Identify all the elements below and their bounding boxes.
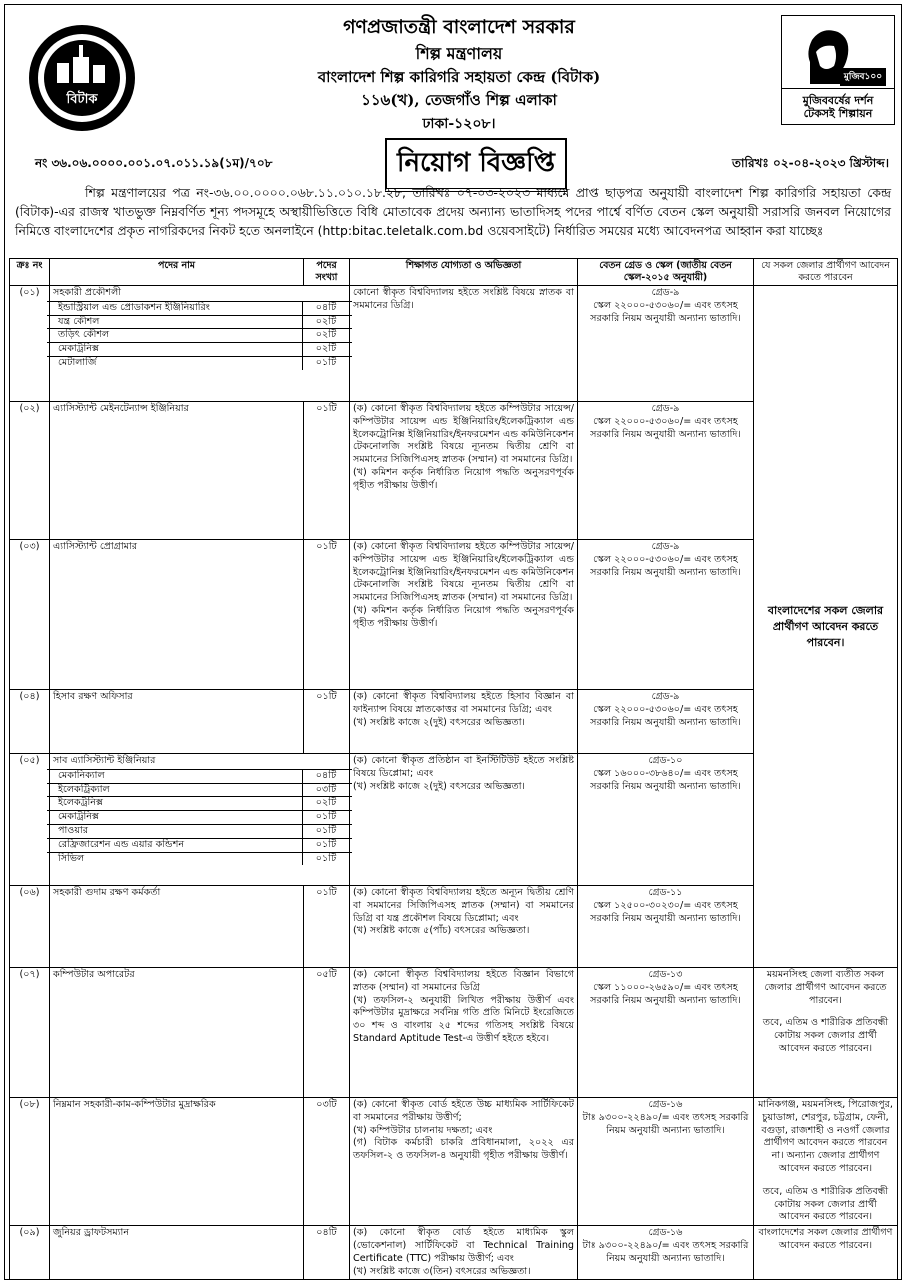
education-cell bbox=[350, 886, 578, 968]
education-line: (খ) কম্পিউটার চালনায় দক্ষতা; এবং bbox=[353, 1124, 493, 1136]
subpost-count: ০৪টি bbox=[302, 302, 349, 315]
memo-number: নং ৩৬.০৬.০০০০.০০১.০৭.০১১.১৯(১ম)/৭০৮ bbox=[35, 156, 273, 170]
org-name: বাংলাদেশ শিল্প কারিগরি সহায়তা কেন্দ্র (বিটাক) bbox=[317, 68, 601, 86]
post-count: ০৩টি bbox=[304, 1098, 350, 1226]
eligibility-cell bbox=[754, 1226, 898, 1280]
logo-caption-2: টেকসই শিল্পায়ন bbox=[803, 107, 873, 120]
education-line: (ক) কোনো স্বীকৃত বোর্ড হইতে মাধ্যমিক স্কুল (ভোকেশনাল) সার্টিফিকেট বা Technical Training Certificate (TTC) পরীক্ষায় উত্তীর্ণ; এবং bbox=[353, 1227, 574, 1264]
salary-cell bbox=[578, 540, 754, 690]
post-count: ০৫টি bbox=[304, 968, 350, 1098]
education-line: (ক) কোনো স্বীকৃত বিশ্ববিদ্যালয় হইতে হিসাব বিজ্ঞান বা ফাইন্যান্স বিষয়ে স্নাতকোত্তর বা সমমানের ডিগ্রি; এবং bbox=[353, 691, 574, 715]
subpost-name: মেকানিক্যাল bbox=[58, 769, 105, 781]
post-name: কম্পিউটার অপারেটর bbox=[50, 968, 304, 1098]
salary-grade: গ্রেড-১০ bbox=[648, 755, 683, 766]
salary-scale: স্কেল ২২০০০-৫৩০৬০/= এবং তৎসহ সরকারি নিয়ম অনুযায়ী অন্যান্য ভাতাদি। bbox=[590, 415, 741, 440]
salary-cell bbox=[578, 1226, 754, 1280]
subpost-name: ইন্ডাস্ট্রিয়াল এন্ড প্রোডাকশন ইঞ্জিনিয়ারিং bbox=[58, 301, 210, 313]
salary-grade: গ্রেড-৯ bbox=[651, 287, 680, 298]
subpost-name: ইলেকট্রনিক্স bbox=[58, 797, 104, 809]
table-row bbox=[10, 968, 898, 1098]
row-serial: (০১) bbox=[10, 286, 50, 402]
education-line: (ক) কোনো স্বীকৃত বোর্ড হইতে উচ্চ মাধ্যমিক সার্টিফিকেট বা সমমানের পরীক্ষায় উত্তীর্ণ; bbox=[353, 1099, 574, 1123]
salary-cell bbox=[578, 690, 754, 754]
education-cell bbox=[350, 286, 578, 402]
salary-grade: গ্রেড-৯ bbox=[651, 403, 680, 414]
education-cell bbox=[350, 1226, 578, 1280]
post-name: হিসাব রক্ষণ অফিসার bbox=[50, 690, 304, 754]
subpost-row bbox=[47, 342, 352, 356]
subpost-row bbox=[47, 838, 352, 852]
notice-title: নিয়োগ বিজ্ঞপ্তি bbox=[385, 138, 567, 192]
subpost-row bbox=[47, 301, 352, 315]
education-line: (ক) কোনো স্বীকৃত বিশ্ববিদ্যালয় হইতে অন্যূন দ্বিতীয় শ্রেণি বা সমমানের সিজিপিএসহ স্নাতক (সম্মান) বা সমমানের ডিগ্রি বা যন্ত্র প্রকৌশল বিষয়ে ডিপ্লোমা; এবং bbox=[353, 887, 574, 924]
education-line: (ক) কোনো স্বীকৃত বিশ্ববিদ্যালয় হইতে কম্পিউটার সায়েন্স/কম্পিউটার সায়েন্স এন্ড ইঞ্জিনিয়ারিং/ইলেকট্রিক্যাল এন্ড ইলেকট্রোনিক্স ইঞ্জিনিয়ারিং/ইনফরমেশন এন্ড কমিউনিকেশন টেকনোলজি সংশ্লিষ্ট বিষয়ে ন্যূনতম দ্বিতীয় শ্রেণি বা সমমানের সিজিপিএসহ স্নাতক (সম্মান) বা সমমানের ডিগ্রি। bbox=[353, 403, 574, 466]
subpost-count: ০১টি bbox=[302, 811, 349, 824]
education-cell bbox=[350, 968, 578, 1098]
col-header-salary: বেতন গ্রেড ও স্কেল (জাতীয় বেতন স্কেল-২০১৫ অনুযায়ী) bbox=[578, 259, 754, 286]
eligibility-all bbox=[754, 286, 898, 968]
salary-cell bbox=[578, 968, 754, 1098]
salary-scale: স্কেল ১৬০০০-৩৮৬৪০/= এবং তৎসহ সরকারি নিয়ম অনুযায়ী অন্যান্য ভাতাদি। bbox=[590, 767, 741, 792]
eligibility-line: তবে, এতিম ও শারীরিক প্রতিবন্ধী কোটায় সকল জেলার প্রার্থী আবেদন করতে পারবেন। bbox=[762, 1185, 889, 1223]
education-cell bbox=[350, 690, 578, 754]
notice-page bbox=[4, 4, 902, 1280]
post-cell bbox=[50, 286, 350, 402]
row-serial: (০৯) bbox=[10, 1226, 50, 1280]
education-line: (খ) তফসিল-২ অনুযায়ী লিখিত পরীক্ষায় উত্তীর্ণ এবং কম্পিউটার মুদ্রাক্ষরে সর্বনিম্ন গতি প্রতি মিনিটে ইংরেজিতে ৩০ শব্দ ও বাংলায় ২৫ শব্দের গতিসহ সংশ্লিষ্ট বিষয়ে Standard Aptitude Test-এ উত্তীর্ণ হইতে হইবে। bbox=[353, 994, 574, 1044]
org-address: ১১৬(খ), তেজগাঁও শিল্প এলাকা bbox=[361, 91, 557, 109]
subpost-row bbox=[47, 315, 352, 329]
subpost-count: ০১টি bbox=[302, 853, 349, 866]
subpost-count: ০৪টি bbox=[302, 770, 349, 783]
bitac-logo bbox=[27, 23, 137, 133]
salary-cell bbox=[578, 886, 754, 968]
subpost-count: ০১টি bbox=[302, 825, 349, 838]
salary-grade: গ্রেড-১৩ bbox=[648, 969, 683, 980]
post-count: ০১টি bbox=[304, 402, 350, 540]
row-serial: (০৪) bbox=[10, 690, 50, 754]
brand-text: মুজিব১০০ bbox=[840, 68, 886, 86]
post-name: এ্যাসিস্ট্যান্ট প্রোগ্রামার bbox=[50, 540, 304, 690]
subpost-count: ০২টি bbox=[302, 329, 349, 342]
subpost-row bbox=[47, 783, 352, 797]
subpost-count: ০১টি bbox=[302, 357, 349, 370]
salary-scale: স্কেল ১২৫০০-৩০২৩০/= এবং তৎসহ সরকারি নিয়ম অনুযায়ী অন্যান্য ভাতাদি। bbox=[590, 899, 741, 924]
col-header-edu: শিক্ষাগত যোগ্যতা ও অভিজ্ঞতা bbox=[350, 259, 578, 286]
education-line: (খ) সংশ্লিষ্ট কাজে ৫(পাঁচ) বৎসরের অভিজ্ঞতা। bbox=[353, 925, 530, 937]
eligibility-line: বাংলাদেশের সকল জেলার প্রার্থীগণ আবেদন করতে পারবেন। bbox=[758, 1227, 893, 1251]
post-name: নিম্নমান সহকারী-কাম-কম্পিউটার মুদ্রাক্ষরিক bbox=[50, 1098, 304, 1226]
post-count: ০৪টি bbox=[304, 1226, 350, 1280]
subpost-row bbox=[47, 796, 352, 810]
education-line: (ক) কোনো স্বীকৃত বিশ্ববিদ্যালয় হইতে বিজ্ঞান বিভাগে স্নাতক (সম্মান) বা সমমানের ডিগ্রি bbox=[353, 969, 574, 993]
post-count: ০১টি bbox=[304, 886, 350, 968]
post-name: সহকারী গুদাম রক্ষণ কর্মকর্তা bbox=[50, 886, 304, 968]
salary-cell bbox=[578, 402, 754, 540]
subpost-row bbox=[47, 810, 352, 824]
salary-cell bbox=[578, 1098, 754, 1226]
subpost-row bbox=[47, 824, 352, 838]
education-line: (খ) কমিশন কর্তৃক নির্ধারিত নিয়োগ পদ্ধতি অনুসরণপূর্বক গৃহীত পরীক্ষায় উত্তীর্ণ। bbox=[353, 604, 574, 629]
subpost-row bbox=[47, 356, 352, 370]
row-serial: (০৮) bbox=[10, 1098, 50, 1226]
salary-scale: স্কেল ২২০০০-৫৩০৬০/= এবং তৎসহ সরকারি নিয়ম অনুযায়ী অন্যান্য ভাতাদি। bbox=[590, 299, 741, 324]
table-row bbox=[10, 1098, 898, 1226]
row-serial: (০২) bbox=[10, 402, 50, 540]
col-header-sl: ক্রঃ নং bbox=[10, 259, 50, 286]
education-line: (খ) কমিশন কর্তৃক নির্ধারিত নিয়োগ পদ্ধতি অনুসরণপূর্বক গৃহীত পরীক্ষায় উত্তীর্ণ। bbox=[353, 466, 574, 491]
post-name: সাব এ্যাসিস্ট্যান্ট ইঞ্জিনিয়ার bbox=[53, 755, 156, 766]
eligibility-cell bbox=[754, 968, 898, 1098]
col-header-post: পদের নাম bbox=[50, 259, 304, 286]
salary-grade: গ্রেড-১১ bbox=[648, 887, 683, 898]
subpost-count: ০২টি bbox=[302, 797, 349, 810]
org-city: ঢাকা-১২০৮। bbox=[422, 116, 496, 132]
subpost-name: ইলেকট্রিক্যাল bbox=[58, 783, 110, 795]
subpost-name: যন্ত্র কৌশল bbox=[58, 315, 100, 327]
salary-scale: টাঃ ৯৩০০-২২৪৯০/= এবং তৎসহ সরকারি নিয়ম অনুযায়ী অন্যান্য ভাতাদি। bbox=[582, 1239, 749, 1264]
education-cell bbox=[350, 754, 578, 886]
subpost-row bbox=[47, 769, 352, 783]
salary-scale: টাঃ ৯৩০০-২২৪৯০/= এবং তৎসহ সরকারি নিয়ম অনুযায়ী অন্যান্য ভাতাদি। bbox=[582, 1111, 749, 1136]
salary-grade: গ্রেড-৯ bbox=[651, 691, 680, 702]
ministry-name: শিল্প মন্ত্রণালয় bbox=[415, 44, 503, 63]
salary-cell bbox=[578, 286, 754, 402]
row-serial: (০৭) bbox=[10, 968, 50, 1098]
salary-grade: গ্রেড-১৬ bbox=[648, 1227, 683, 1239]
subpost-name: মেকাট্রনিক্স bbox=[58, 343, 100, 355]
education-cell bbox=[350, 402, 578, 540]
col-header-eligible: যে সকল জেলার প্রার্থীগণ আবেদন করতে পারবেন bbox=[754, 259, 898, 286]
subpost-count: ০৩টি bbox=[302, 784, 349, 797]
subpost-row bbox=[47, 328, 352, 342]
govt-name: গণপ্রজাতন্ত্রী বাংলাদেশ সরকার bbox=[343, 16, 575, 38]
vacancy-table bbox=[9, 258, 898, 1280]
eligibility-all-text: বাংলাদেশের সকল জেলার প্রার্থীগণ আবেদন করতে পারবেন। bbox=[767, 603, 884, 649]
salary-scale: স্কেল ২২০০০-৫৩০৬০/= এবং তৎসহ সরকারি নিয়ম অনুযায়ী অন্যান্য ভাতাদি। bbox=[590, 703, 741, 728]
subpost-count: ০২টি bbox=[302, 343, 349, 356]
post-count: ০১টি bbox=[304, 540, 350, 690]
subpost-count: ০২টি bbox=[302, 316, 349, 329]
table-header-row bbox=[10, 259, 898, 286]
salary-scale: স্কেল ২২০০০-৫৩০৬০/= এবং তৎসহ সরকারি নিয়ম অনুযায়ী অন্যান্য ভাতাদি। bbox=[590, 553, 741, 578]
eligibility-cell bbox=[754, 1098, 898, 1226]
row-serial: (০৫) bbox=[10, 754, 50, 886]
education-line: (ক) কোনো স্বীকৃত প্রতিষ্ঠান বা ইনস্টিটিউট হইতে সংশ্লিষ্ট বিষয়ে ডিপ্লোমা; এবং bbox=[353, 755, 574, 779]
subpost-count: ০১টি bbox=[302, 839, 349, 852]
education-line: (খ) সংশ্লিষ্ট কাজে ২(দুই) বৎসরের অভিজ্ঞতা। bbox=[353, 716, 525, 728]
subpost-name: রেফ্রিজারেশন এন্ড এয়ার কন্ডিশন bbox=[58, 838, 185, 850]
salary-cell bbox=[578, 754, 754, 886]
post-name: সহকারী প্রকৌশলী bbox=[53, 287, 121, 298]
col-header-count: পদের সংখ্যা bbox=[304, 259, 350, 286]
eligibility-line: তবে, এতিম ও শারীরিক প্রতিবন্ধী কোটায় সকল জেলার প্রার্থী আবেদন করতে পারবেন। bbox=[762, 1017, 889, 1054]
eligibility-line: মানিকগঞ্জ, ময়মনসিংহ, পিরোজপুর, চুয়াডাঙ্গা, শেরপুর, চট্টগ্রাম, ফেনী, বগুড়া, রাজশাহী ও নওগাঁ জেলার প্রার্থীগণ আবেদন করতে পারবেন না। অন্যান্য জেলার প্রার্থীগণ আবেদন করতে পারবেন। bbox=[758, 1099, 893, 1174]
eligibility-line: ময়মনসিংহ জেলা ব্যতীত সকল জেলার প্রার্থীগণ আবেদন করতে পারবেন। bbox=[764, 969, 887, 1006]
subpost-name: মেটালার্জি bbox=[58, 356, 97, 368]
mujib100-logo bbox=[781, 15, 895, 125]
education-line: (খ) সংশ্লিষ্ট কাজে ৩(তিন) বৎসরের অভিজ্ঞতা। bbox=[353, 1265, 531, 1277]
logo-text: বিটাক bbox=[66, 92, 98, 107]
table-row bbox=[10, 286, 898, 402]
row-serial: (০৩) bbox=[10, 540, 50, 690]
education-cell bbox=[350, 540, 578, 690]
salary-grade: গ্রেড-৯ bbox=[651, 541, 680, 552]
education-line: কোনো স্বীকৃত বিশ্ববিদ্যালয় হইতে সংশ্লিষ্ট বিষয়ে স্নাতক বা সমমানের ডিগ্রি। bbox=[353, 287, 574, 311]
post-name: এ্যাসিস্ট্যান্ট মেইনটেন্যান্স ইঞ্জিনিয়ার bbox=[50, 402, 304, 540]
education-line: (খ) সংশ্লিষ্ট কাজে ২(দুই) বৎসরের অভিজ্ঞতা। bbox=[353, 780, 525, 792]
education-cell bbox=[350, 1098, 578, 1226]
subpost-name: মেকাট্রনিক্স bbox=[58, 811, 100, 823]
row-serial: (০৬) bbox=[10, 886, 50, 968]
salary-grade: গ্রেড-১৬ bbox=[648, 1099, 683, 1110]
subpost-name: পাওয়ার bbox=[58, 824, 89, 836]
subpost-name: সিভিল bbox=[58, 852, 85, 864]
subpost-row bbox=[47, 852, 352, 866]
table-row bbox=[10, 1226, 898, 1280]
notice-date: তারিখঃ ০২-০৪-২০২৩ খ্রিস্টাব্দ। bbox=[732, 156, 889, 170]
education-line: (ক) কোনো স্বীকৃত বিশ্ববিদ্যালয় হইতে কম্পিউটার সায়েন্স/কম্পিউটার সায়েন্স এন্ড ইঞ্জিনিয়ারিং/ইলেকট্রিক্যাল এন্ড ইলেকট্রোনিক্স ইঞ্জিনিয়ারিং/ইনফরমেশন এন্ড কমিউনিকেশন টেকনোলজি সংশ্লিষ্ট বিষয়ে ন্যূনতম দ্বিতীয় শ্রেণি বা সমমানের সিজিপিএসহ স্নাতক (সম্মান) বা সমমানের ডিগ্রি। bbox=[353, 541, 574, 604]
subpost-name: তড়িৎ কৌশল bbox=[58, 329, 110, 341]
salary-scale: স্কেল ১১০০০-২৬৫৯০/= এবং তৎসহ সরকারি নিয়ম অনুযায়ী অন্যান্য ভাতাদি। bbox=[590, 981, 741, 1006]
post-name: জুনিয়র ড্রাফটসম্যান bbox=[50, 1226, 304, 1280]
education-line: (গ) বিটাক কর্মচারী চাকরি প্রবিধানমালা, ২০২২ এর তফসিল-২ ও তফসিল-৪ অনুযায়ী গৃহীত পরীক্ষায় উত্তীর্ণ। bbox=[353, 1137, 574, 1162]
post-count: ০১টি bbox=[304, 690, 350, 754]
post-cell bbox=[50, 754, 350, 886]
logo-caption-1: মুজিববর্ষের দর্শন bbox=[782, 88, 894, 111]
intro-paragraph: শিল্প মন্ত্রণালয়ের পত্র নং-৩৬.০০.০০০০.০৬৮.১১.০১০.১৮.২৮, তারিখঃ ০৭-০৩-২০২৩ মাধ্যমে প্রাপ্ত ছাড়পত্র অনুযায়ী বাংলাদেশ শিল্প কারিগরি সহায়তা কেন্দ্র (বিটাক)-এর রাজস্ব খাতভুক্ত নিম্নবর্ণিত শূন্য পদসমূহে অস্থায়ীভিত্তিতে বিধি মোতাবেক প্রদেয় অন্যান্য ভাতাদিসহ পদের পার্শ্বে বর্ণিত বেতন স্কেল অনুযায়ী সরাসরি জনবল নিয়োগের নিমিত্তে বাংলাদেশের প্রকৃত নাগরিকদের নিকট হতে অনলাইনে (http:bitac.teletalk.com.bd ওয়েবসাইটে) নির্ধারিত সময়ের মধ্যে আবেদনপত্র আহ্বান করা যাচ্ছেঃ bbox=[15, 185, 891, 238]
